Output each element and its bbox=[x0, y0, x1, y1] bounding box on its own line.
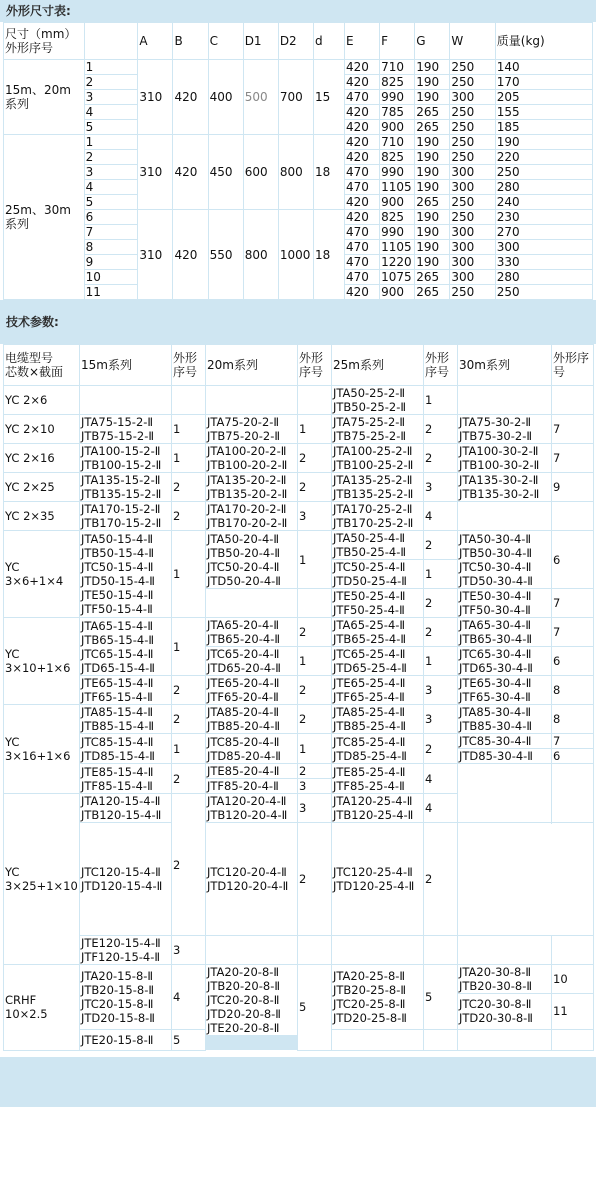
model-cell: JTC85-15-4-Ⅱ JTD85-15-4-Ⅱ bbox=[80, 734, 172, 764]
table-row: 2 420 825 190 250 170 bbox=[4, 75, 593, 90]
model-cell: JTA120-25-4-Ⅱ JTB120-25-4-Ⅱ bbox=[332, 794, 424, 823]
table-row: 5 420 900 265 250 240 bbox=[4, 195, 593, 210]
table-row: JTD85-30-4-Ⅱ 6 bbox=[4, 749, 594, 764]
model-cell: JTE20-15-8-Ⅱ bbox=[80, 1029, 172, 1050]
table-row: 9 470 1220 190 300 330 bbox=[4, 255, 593, 270]
model-cell: JTA85-20-4-Ⅱ JTB85-20-4-Ⅱ bbox=[206, 705, 298, 734]
model-cell: JTC65-20-4-Ⅱ JTD65-20-4-Ⅱ bbox=[206, 647, 298, 676]
model-cell: JTA120-20-4-Ⅱ JTB120-20-4-Ⅱ bbox=[206, 794, 298, 823]
dims-header-d: d bbox=[313, 23, 344, 60]
footer-band bbox=[0, 1057, 596, 1107]
model-cell: JTE50-30-4-Ⅱ JTF50-30-4-Ⅱ bbox=[458, 589, 552, 618]
model-cell: JTC120-15-4-Ⅱ JTD120-15-4-Ⅱ bbox=[80, 823, 172, 936]
dims-header-G: G bbox=[415, 23, 450, 60]
table-row: JTE85-15-4-Ⅱ JTF85-15-4-Ⅱ 2 JTE85-20-4-Ⅱ 2 JTE85-25-4-Ⅱ JTF85-25-4-Ⅱ 4 bbox=[4, 764, 594, 779]
table-row: 8 470 1105 190 300 300 bbox=[4, 240, 593, 255]
table-row: JTF85-20-4-Ⅱ 3 bbox=[4, 779, 594, 794]
dimensions-table bbox=[3, 22, 593, 300]
model-cell: JTC50-25-4-Ⅱ JTD50-25-4-Ⅱ bbox=[332, 560, 424, 589]
model-cell: JTA100-15-2-Ⅱ JTB100-15-2-Ⅱ bbox=[80, 444, 172, 473]
model-cell: JTC120-20-4-Ⅱ JTD120-20-4-Ⅱ bbox=[206, 823, 298, 936]
series-15-20-label: 15m、20m系列 bbox=[4, 60, 85, 135]
model-cell: JTC65-30-4-Ⅱ JTD65-30-4-Ⅱ bbox=[458, 647, 552, 676]
model-cell: JTE85-25-4-Ⅱ JTF85-25-4-Ⅱ bbox=[332, 764, 424, 794]
model-cell: JTA75-30-2-Ⅱ JTB75-30-2-Ⅱ bbox=[458, 415, 552, 444]
model-cell: JTA65-20-4-Ⅱ JTB65-20-4-Ⅱ bbox=[206, 618, 298, 647]
table-row: JTC85-15-4-Ⅱ JTD85-15-4-Ⅱ 1 JTC85-20-4-Ⅱ JTD85-20-4-Ⅱ 1 JTC85-25-4-Ⅱ JTD85-25-4-Ⅱ 2 JTC85-30-4-Ⅱ 7 bbox=[4, 734, 594, 749]
model-cell: JTA50-25-2-Ⅱ JTB50-25-2-Ⅱ bbox=[332, 386, 424, 415]
dims-header-row bbox=[4, 23, 593, 60]
model-cell: JTA135-30-2-Ⅱ JTB135-30-2-Ⅱ bbox=[458, 473, 552, 502]
cable-yc-3x25-1x10: YC 3×25+1×10 bbox=[4, 794, 80, 965]
cable-yc-3x6-1x4: YC 3×6+1×4 bbox=[4, 531, 80, 618]
model-cell: JTE65-20-4-Ⅱ JTF65-20-4-Ⅱ bbox=[206, 676, 298, 705]
model-cell: JTC65-25-4-Ⅱ JTD65-25-4-Ⅱ bbox=[332, 647, 424, 676]
series-20m-header: 20m系列 bbox=[206, 345, 298, 386]
model-cell: JTA135-20-2-Ⅱ JTB135-20-2-Ⅱ bbox=[206, 473, 298, 502]
model-cell: JTA100-25-2-Ⅱ JTB100-25-2-Ⅱ bbox=[332, 444, 424, 473]
dims-header-E: E bbox=[344, 23, 379, 60]
dims-header-mass: 质量(kg) bbox=[495, 23, 592, 60]
model-cell: JTA65-30-4-Ⅱ JTB65-30-4-Ⅱ bbox=[458, 618, 552, 647]
model-cell: JTA50-25-4-Ⅱ JTB50-25-4-Ⅱ bbox=[332, 531, 424, 560]
table-row: 4 470 1105 190 300 280 bbox=[4, 180, 593, 195]
model-cell: JTC85-20-4-Ⅱ JTD85-20-4-Ⅱ bbox=[206, 734, 298, 764]
cable-type-header: 电缆型号 芯数×截面 bbox=[4, 345, 80, 386]
cable-yc-3x16-1x6: YC 3×16+1×6 bbox=[4, 705, 80, 794]
model-cell: JTA65-25-4-Ⅱ JTB65-25-4-Ⅱ bbox=[332, 618, 424, 647]
tech-table: 电缆型号 芯数×截面 15m系列 外形序号 20m系列 外形序号 25m系列 外形序号 30m系列 外形序号 YC 2×6 JTA50-25-2-Ⅱ JTB50-25-2-Ⅱ 1 YC 2×10 JTA75-15-2-Ⅱ JTB75-15-2-Ⅱ 1 JTA75-20-2-Ⅱ JTB75-20-2-Ⅱ 1 JTA75-25-2-Ⅱ JTB75-25-2-Ⅱ 2 JTA75-30-2-Ⅱ JTB75-30-2-Ⅱ 7 YC 2×16 JTA100-15-2-Ⅱ JTB100-15-2-Ⅱ 1 JTA100-20-2-Ⅱ JTB100-20-2-Ⅱ 2 JTA100-25-2-Ⅱ JTB100-25-2-Ⅱ 2 JTA100-30-2-Ⅱ JTB100-30-2-Ⅱ 7 YC 2×25 JTA135-15-2-Ⅱ JTB135-15-2-Ⅱ 2 JTA135-20-2-Ⅱ JTB135-20-2-Ⅱ 2 JTA135-25-2-Ⅱ JTB135-25-2-Ⅱ 3 JTA135-30-2-Ⅱ JTB135-30-2-Ⅱ 9 YC 2×35 JTA170-15-2-Ⅱ JTB170-15-2-Ⅱ 2 JTA170-20-2-Ⅱ JTB170-20-2-Ⅱ 3 JTA170-25-2-Ⅱ JTB170-25-2-Ⅱ 4 YC 3×6+1×4 JTA50-15-4-Ⅱ JTB50-15-4-Ⅱ JTC50-15-4-Ⅱ JTD50-15-4-Ⅱ JTE50-15-4-Ⅱ JTF50-15-4-Ⅱ 1 JTA50-20-4-Ⅱ JTB50-20-4-Ⅱ JTC50-20-4-Ⅱ JTD50-20-4-Ⅱ 1 JTA50-25-4-Ⅱ JTB50-25-4-Ⅱ 2 JTA50-30-4-Ⅱ JTB50-30-4-Ⅱ JTC50-30-4-Ⅱ JTD50-30-4-Ⅱ 6 JTC50-25-4-Ⅱ JTD50-25-4-Ⅱ 1 JTE50-25-4-Ⅱ JTF50-25-4-Ⅱ 2 JTE50-30-4-Ⅱ JTF50-30-4-Ⅱ 7 YC 3×10+1×6 JTA65-15-4-Ⅱ JTB65-15-4-Ⅱ JTC65-15-4-Ⅱ JTD65-15-4-Ⅱ 1 JTA65-20-4-Ⅱ JTB65-20-4-Ⅱ 2 JTA65-25-4-Ⅱ JTB65-25-4-Ⅱ 2 JTA65-30-4-Ⅱ JTB65-30-4-Ⅱ 7 JTC65-20-4-Ⅱ JTD65-20-4-Ⅱ 1 JTC65-25-4-Ⅱ JTD65-25-4-Ⅱ 1 JTC65-30-4-Ⅱ JTD65-30-4-Ⅱ 6 JTE65-15-4-Ⅱ JTF65-15-4-Ⅱ 2 JTE65-20-4-Ⅱ JTF65-20-4-Ⅱ 2 JTE65-25-4-Ⅱ JTF65-25-4-Ⅱ 3 JTE65-30-4-Ⅱ JTF65-30-4-Ⅱ 8 YC 3×16+1×6 JTA85-15-4-Ⅱ JTB85-15-4-Ⅱ 2 JTA85-20-4-Ⅱ JTB85-20-4-Ⅱ 2 JTA85-25-4-Ⅱ JTB85-25-4-Ⅱ 3 JTA85-30-4-Ⅱ JTB85-30-4-Ⅱ 8 JTC85-15-4-Ⅱ JTD85-15-4-Ⅱ 1 JTC85-20-4-Ⅱ JTD85-20-4-Ⅱ 1 JTC85-25-4-Ⅱ JTD85-25-4-Ⅱ 2 JTC85-30-4-Ⅱ 7 JTD85-30-4-Ⅱ 6 JTE85-15-4-Ⅱ JTF85-15-4-Ⅱ 2 JTE85-20-4-Ⅱ 2 JTE85-25-4-Ⅱ JTF85-25-4-Ⅱ 4 JTF85-20-4-Ⅱ 3 YC 3×25+1×10 JTA120-15-4-Ⅱ JTB120-15-4-Ⅱ 2 JTA120-20-4-Ⅱ JTB120-20-4-Ⅱ 3 JTA120-25-4-Ⅱ JTB120-25-4-Ⅱ 4 JTC120-15-4-Ⅱ JTD120-15-4-Ⅱ JTC120-20-4-Ⅱ JTD120-20-4-Ⅱ 2 JTC120-25-4-Ⅱ JTD120-25-4-Ⅱ 2 JTE120-15-4-Ⅱ JTF120-15-4-Ⅱ 3 CRHF 10×2.5 JTA20-15-8-Ⅱ JTB20-15-8-Ⅱ JTC20-15-8-Ⅱ JTD20-15-8-Ⅱ 4 JTA20-20-8-Ⅱ JTB20-20-8-Ⅱ JTC20-20-8-Ⅱ JTD20-20-8-Ⅱ JTE20-20-8-Ⅱ 5 JTA20-25-8-Ⅱ JTB20-25-8-Ⅱ JTC20-25-8-Ⅱ JTD20-25-8-Ⅱ 5 JTA20-30-8-Ⅱ JTB20-30-8-Ⅱ 10 JTC20-30-8-Ⅱ JTD20-30-8-Ⅱ 11 JTE20-15-8-Ⅱ 5 bbox=[3, 344, 594, 1051]
outline-no-header: 外形序号 bbox=[424, 345, 458, 386]
dims-header-size-label: 尺寸（mm） 外形序号 bbox=[4, 23, 85, 60]
table-row: 2 420 825 190 250 220 bbox=[4, 150, 593, 165]
model-cell: JTA170-20-2-Ⅱ JTB170-20-2-Ⅱ bbox=[206, 502, 298, 531]
series-30m-header: 30m系列 bbox=[458, 345, 552, 386]
model-cell: JTA50-30-4-Ⅱ JTB50-30-4-Ⅱ JTC50-30-4-Ⅱ JTD50-30-4-Ⅱ bbox=[458, 531, 552, 589]
series-25m-header: 25m系列 bbox=[332, 345, 424, 386]
table-row: JTE20-15-8-Ⅱ 5 bbox=[4, 1029, 594, 1036]
outline-no-header: 外形序号 bbox=[552, 345, 594, 386]
model-cell: JTD85-30-4-Ⅱ bbox=[458, 749, 552, 764]
model-cell: JTC20-30-8-Ⅱ JTD20-30-8-Ⅱ bbox=[458, 994, 552, 1030]
model-cell: JTA85-15-4-Ⅱ JTB85-15-4-Ⅱ bbox=[80, 705, 172, 734]
cable-yc-2x16: YC 2×16 bbox=[4, 444, 80, 473]
model-cell: JTA50-20-4-Ⅱ JTB50-20-4-Ⅱ JTC50-20-4-Ⅱ JTD50-20-4-Ⅱ bbox=[206, 531, 298, 589]
model-cell: JTA85-30-4-Ⅱ JTB85-30-4-Ⅱ bbox=[458, 705, 552, 734]
dims-header-D2: D2 bbox=[278, 23, 313, 60]
model-cell: JTA85-25-4-Ⅱ JTB85-25-4-Ⅱ bbox=[332, 705, 424, 734]
table-row: 15m、20m系列 1 310 420 400 500 700 15 420 710 190 250 140 bbox=[4, 60, 593, 75]
table-row: 4 420 785 265 250 155 bbox=[4, 105, 593, 120]
dims-header-F: F bbox=[380, 23, 415, 60]
model-cell: JTA20-30-8-Ⅱ JTB20-30-8-Ⅱ bbox=[458, 965, 552, 994]
model-cell: JTA65-15-4-Ⅱ JTB65-15-4-Ⅱ JTC65-15-4-Ⅱ JTD65-15-4-Ⅱ bbox=[80, 618, 172, 676]
tech-header-row bbox=[4, 345, 594, 386]
dims-header-B: B bbox=[173, 23, 208, 60]
model-cell: JTA20-25-8-Ⅱ JTB20-25-8-Ⅱ JTC20-25-8-Ⅱ JTD20-25-8-Ⅱ bbox=[332, 965, 424, 1030]
model-cell: JTE85-20-4-Ⅱ bbox=[206, 764, 298, 779]
cable-yc-2x25: YC 2×25 bbox=[4, 473, 80, 502]
series-15m-header: 15m系列 bbox=[80, 345, 172, 386]
model-cell: JTC85-30-4-Ⅱ bbox=[458, 734, 552, 749]
model-cell: JTA100-30-2-Ⅱ JTB100-30-2-Ⅱ bbox=[458, 444, 552, 473]
model-cell: JTE85-15-4-Ⅱ JTF85-15-4-Ⅱ bbox=[80, 764, 172, 794]
model-cell: JTA75-25-2-Ⅱ JTB75-25-2-Ⅱ bbox=[332, 415, 424, 444]
cable-yc-2x6: YC 2×6 bbox=[4, 386, 80, 415]
table-row: 25m、30m系列 1 310 420 450 600 800 18 420 710 190 250 190 bbox=[4, 135, 593, 150]
outline-no-header: 外形序号 bbox=[298, 345, 332, 386]
table-row: 3 470 990 190 300 205 bbox=[4, 90, 593, 105]
table-row: 10 470 1075 265 300 280 bbox=[4, 270, 593, 285]
model-cell: JTA75-20-2-Ⅱ JTB75-20-2-Ⅱ bbox=[206, 415, 298, 444]
model-cell: JTE65-15-4-Ⅱ JTF65-15-4-Ⅱ bbox=[80, 676, 172, 705]
dimensions-section-title: 外形尺寸表: bbox=[0, 0, 596, 22]
table-row: 3 470 990 190 300 250 bbox=[4, 165, 593, 180]
dims-header-W: W bbox=[450, 23, 495, 60]
model-cell: JTE120-15-4-Ⅱ JTF120-15-4-Ⅱ bbox=[80, 936, 172, 965]
series-25-30-label: 25m、30m系列 bbox=[4, 135, 85, 300]
outline-no-header: 外形序号 bbox=[172, 345, 206, 386]
cable-yc-3x10-1x6: YC 3×10+1×6 bbox=[4, 618, 80, 705]
model-cell: JTA170-25-2-Ⅱ JTB170-25-2-Ⅱ bbox=[332, 502, 424, 531]
model-cell: JTA120-15-4-Ⅱ JTB120-15-4-Ⅱ bbox=[80, 794, 172, 823]
dims-header-C: C bbox=[208, 23, 243, 60]
table-row: 5 420 900 265 250 185 bbox=[4, 120, 593, 135]
table-row: JTC20-30-8-Ⅱ JTD20-30-8-Ⅱ 11 bbox=[4, 994, 594, 1001]
table-row: 11 420 900 265 250 250 bbox=[4, 285, 593, 300]
dims-header-A: A bbox=[138, 23, 173, 60]
dims-header-D1: D1 bbox=[243, 23, 278, 60]
table-row: 7 470 990 190 300 270 bbox=[4, 225, 593, 240]
model-cell: JTA20-20-8-Ⅱ JTB20-20-8-Ⅱ JTC20-20-8-Ⅱ JTD20-20-8-Ⅱ JTE20-20-8-Ⅱ bbox=[206, 965, 298, 1036]
cable-yc-2x35: YC 2×35 bbox=[4, 502, 80, 531]
model-cell: JTA20-15-8-Ⅱ JTB20-15-8-Ⅱ JTC20-15-8-Ⅱ JTD20-15-8-Ⅱ bbox=[80, 965, 172, 1030]
cable-crhf-10x2-5: CRHF 10×2.5 bbox=[4, 965, 80, 1051]
model-cell: JTF85-20-4-Ⅱ bbox=[206, 779, 298, 794]
tech-section-title: 技术参数: bbox=[0, 300, 596, 344]
model-cell: JTA75-15-2-Ⅱ JTB75-15-2-Ⅱ bbox=[80, 415, 172, 444]
model-cell: JTC120-25-4-Ⅱ JTD120-25-4-Ⅱ bbox=[332, 823, 424, 936]
model-cell: JTE65-30-4-Ⅱ JTF65-30-4-Ⅱ bbox=[458, 676, 552, 705]
model-cell: JTE65-25-4-Ⅱ JTF65-25-4-Ⅱ bbox=[332, 676, 424, 705]
model-cell: JTA50-15-4-Ⅱ JTB50-15-4-Ⅱ JTC50-15-4-Ⅱ JTD50-15-4-Ⅱ JTE50-15-4-Ⅱ JTF50-15-4-Ⅱ bbox=[80, 531, 172, 618]
table-row: 6 310 420 550 800 1000 18 420 825 190 250 230 bbox=[4, 210, 593, 225]
model-cell: JTE50-25-4-Ⅱ JTF50-25-4-Ⅱ bbox=[332, 589, 424, 618]
cable-yc-2x10: YC 2×10 bbox=[4, 415, 80, 444]
model-cell: JTA135-15-2-Ⅱ JTB135-15-2-Ⅱ bbox=[80, 473, 172, 502]
model-cell: JTA100-20-2-Ⅱ JTB100-20-2-Ⅱ bbox=[206, 444, 298, 473]
model-cell: JTC85-25-4-Ⅱ JTD85-25-4-Ⅱ bbox=[332, 734, 424, 764]
model-cell: JTA135-25-2-Ⅱ JTB135-25-2-Ⅱ bbox=[332, 473, 424, 502]
model-cell: JTA170-15-2-Ⅱ JTB170-15-2-Ⅱ bbox=[80, 502, 172, 531]
